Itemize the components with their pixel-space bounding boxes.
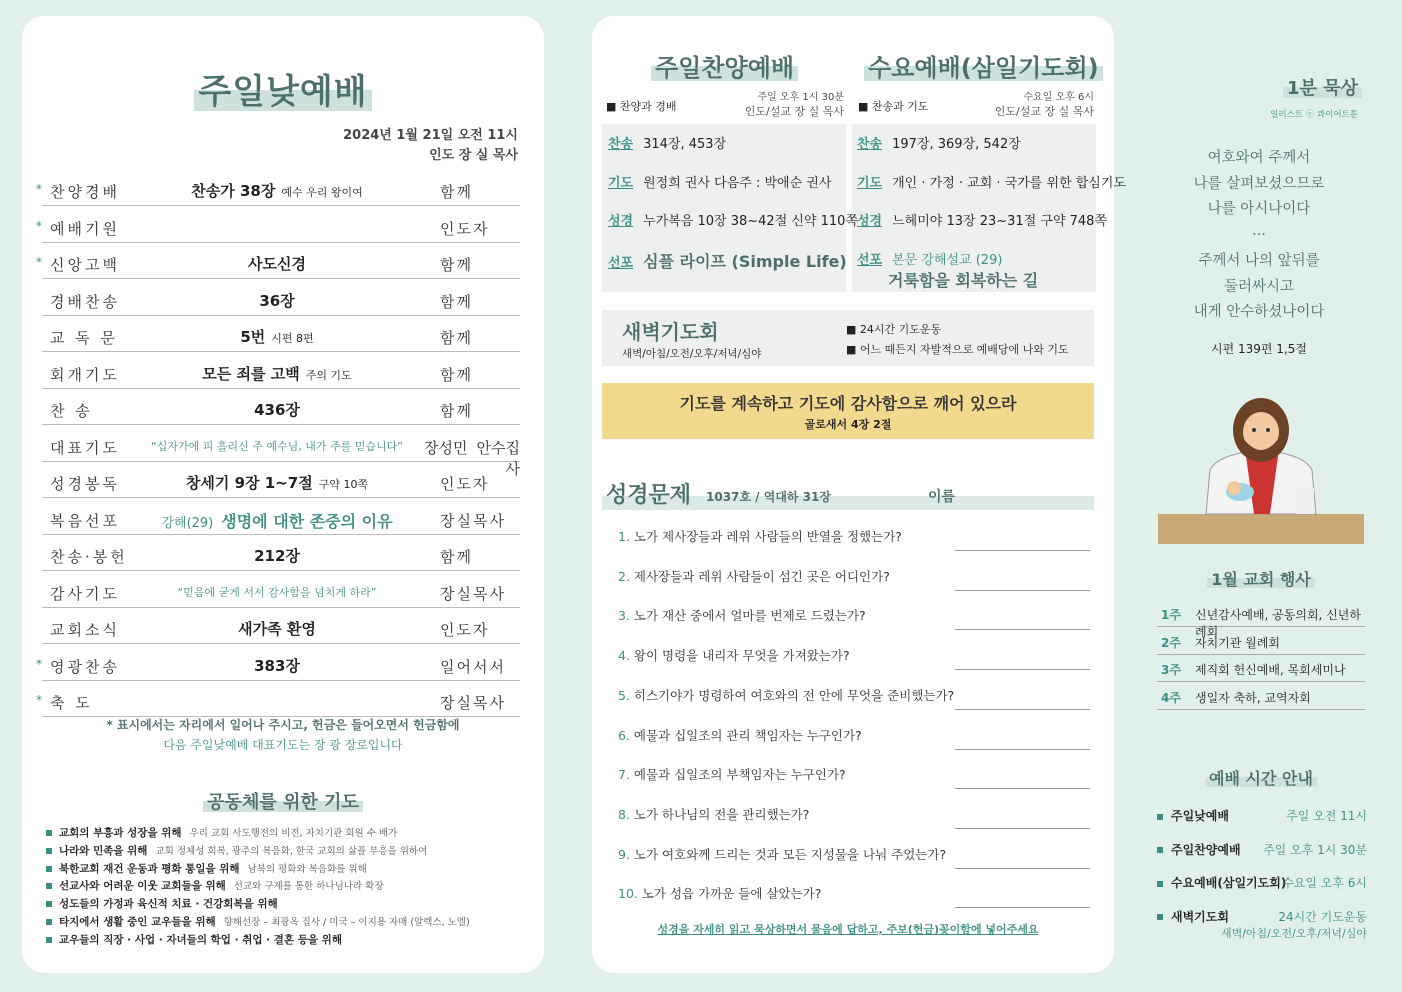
service-row [42,507,520,535]
dawn-bullet-2: ■ 어느 때든지 자발적으로 예배당에 나와 기도 [846,343,1069,356]
times-dawn-sub: 새벽/아침/오전/오후/저녁/심야 [1220,927,1367,940]
quiz-number: 3. [618,608,634,624]
service-item-main: 사도신경 [248,255,306,273]
quiz-question [618,567,1090,591]
service-item-who: 함께 [440,402,473,420]
service-item-who: 함께 [440,548,473,566]
time-name: 주일찬양예배 [1171,842,1241,857]
service-item-name: 찬양경배 [50,183,120,201]
service-row [36,251,520,279]
quiz-name-label: 이름 [928,489,956,505]
meditation-line: ... [1252,223,1266,240]
service-detail-text: 314장, 453장 [643,137,727,152]
service-item-who: 함께 [440,256,473,274]
wed-time: 수요일 오후 6시 [1023,92,1094,103]
meditation-line: 나를 아시나이다 [1207,201,1311,218]
service-row [42,288,520,316]
event-week: 2주 [1161,635,1181,650]
quiz-question [618,805,1090,829]
service-item-name: 복음선포 [50,511,120,530]
service-item-who: 함께 [440,183,473,201]
service-item-who: 인도자 [440,219,490,238]
service-detail-label: 선포 [608,255,634,271]
bullet-icon [46,919,52,925]
service-item-name: 교회소식 [50,621,120,639]
service-item-who: 함께 [440,365,473,384]
service-detail-label: 찬송 [857,137,883,152]
praise-lead: 인도/설교 장 실 목사 [744,105,844,118]
quiz-title: 성경문제 [606,483,692,508]
service-detail-label: 성경 [608,214,634,229]
quiz-number: 2. [618,568,634,584]
quiz-text: 노가 하나님의 전을 관리했는가? [633,806,810,822]
prayer-item [46,896,286,911]
answer-line [955,709,1090,710]
service-row [36,653,520,681]
required-star: * [36,255,42,269]
time-row [1157,908,1367,925]
service-detail-row [608,172,831,191]
wed-title: 수요예배(삼일기도회) [868,48,1099,83]
prayer-item-detail: 남북의 평화와 복음화를 위해 [247,863,367,875]
service-item-name: 예배기원 [50,219,120,238]
service-row [42,580,520,608]
service-item-main: 5번 [240,328,266,346]
service-item-who: 인도자 [440,621,490,639]
service-detail-row [857,133,1021,152]
bullet-icon [46,830,52,836]
event-week: 4주 [1161,690,1181,705]
prayer-item-title: 나라와 민족을 위해 [59,844,148,857]
service-item-content [142,472,412,493]
prayer-item-title: 타지에서 생활 중인 교우들을 위해 [59,916,216,928]
service-item-who: 인도자 [440,475,490,493]
service-detail-text: 심플 라이프 (Simple Life) [643,251,847,271]
prayer-item-detail: 우리 교회 사도행전의 비전, 자치기관 회원 수 배가 [189,828,398,839]
service-item-main: 212장 [254,547,300,565]
verse-ref: 골로새서 4장 2절 [804,418,892,431]
service-item-content [142,253,412,274]
bullet-icon [1157,847,1163,853]
answer-line [955,749,1090,750]
service-item-content [142,399,412,420]
event-row [1157,629,1365,655]
quiz-sub: 1037호 / 역대하 31장 [706,490,831,504]
service-item-note: “믿음에 굳게 서서 감사함을 넘치게 하라” [177,585,377,599]
service-item-content [142,180,412,201]
service-row [36,215,520,243]
quiz-number: 9. [618,846,634,862]
meditation-line: 내게 안수하셨나이다 [1193,304,1325,321]
praise-title: 주일찬양예배 [655,48,794,83]
sunday-title: 주일낮예배 [22,64,544,113]
meditation-line: 둘러싸시고 [1223,278,1295,295]
quiz-text: 노가 제사장들과 레위 사람들의 반열을 정했는가? [633,529,902,544]
quiz-text: 히스기야가 명령하여 여호와의 전 안에 무엇을 준비했는가? [633,687,955,703]
quiz-text: 노가 여호와께 드리는 것과 모든 지성물을 나눠 주었는가? [633,846,947,862]
service-item-name: 신앙고백 [50,256,120,274]
event-row [1157,684,1365,710]
prayer-item-detail: 교회 정체성 회복, 광주의 복음화, 한국 교회의 삶플 부흥을 위하여 [155,845,428,857]
time-value: 주일 오전 11시 [1286,809,1367,823]
time-name: 수요예배(삼일기도회) [1171,876,1287,890]
prayer-item [46,932,350,947]
service-row [42,361,520,389]
quiz-question [618,884,1090,908]
event-week: 3주 [1161,663,1181,677]
service-row [42,324,520,352]
jesus-illustration [1158,392,1364,544]
service-item-extra: 주의 기도 [305,368,352,382]
illustration-credit: 일러스트 ⓒ 콰이어트툰 [1270,110,1358,120]
service-item-content [142,290,412,311]
quiz-text: 노가 재산 중에서 얼마를 번제로 드렸는가? [633,608,866,624]
sunday-date: 2024년 1월 21일 오전 11시 [343,128,518,143]
service-item-name: 찬 송 [50,402,93,420]
event-row [1157,656,1365,682]
service-detail-text: 개인 · 가정 · 교회 · 국가를 위한 합심기도 [892,175,1126,191]
time-value: 주일 오후 1시 30분 [1263,842,1367,857]
prayer-item-title: 교회의 부흥과 성장을 위해 [59,827,182,839]
answer-line [955,907,1090,908]
service-item-main: 383장 [254,656,300,675]
service-item-name: 회개기도 [50,365,120,384]
standing-note: * 표시에서는 자리에서 일어나 주시고, 헌금은 들어오면서 헌금함에 [106,718,460,732]
service-item-name: 성경봉독 [50,475,120,493]
service-item-content [142,582,412,600]
service-detail-text: 본문 강해설교 (29) [892,252,1003,268]
event-text: 자치기관 월례회 [1195,635,1280,650]
service-detail-row [608,133,726,152]
answer-line [955,550,1090,551]
service-item-name: 대표기도 [50,438,120,457]
service-detail-label: 선포 [857,252,883,268]
service-item-name: 교 독 문 [50,329,119,347]
service-detail-label: 기도 [857,175,883,191]
service-item-who: 함께 [440,329,473,347]
answer-line [955,590,1090,591]
prayer-item [46,861,367,876]
quiz-question [618,765,1090,789]
prayer-item [46,825,397,840]
meditation-line: 여호와여 주께서 [1207,150,1311,166]
service-item-main: 모든 죄를 고백 [202,364,300,383]
bullet-icon [46,866,52,872]
service-item-who: 장실목사 [440,511,506,530]
quiz-text: 예물과 십일조의 부책임자는 누구인가? [633,767,846,783]
quiz-question [618,646,1090,670]
service-item-who: 장실목사 [440,694,506,712]
service-item-main: 새가족 환영 [238,620,316,638]
bullet-icon [46,901,52,907]
wed-tag: ■ 찬송과 기도 [858,100,929,113]
time-row [1157,807,1367,824]
quiz-question [618,527,1090,551]
prayer-item-detail: 향해선장 – 최광옥 집사 / 미국 – 이지용 자매 (알렉스, 노엘) [223,917,470,928]
praise-tag: ■ 찬양과 경배 [606,100,677,113]
prayer-item [46,843,427,858]
time-name: 새벽기도회 [1171,909,1229,924]
service-item-extra: 시편 8편 [271,332,314,345]
service-item-content [142,326,412,347]
event-row [1157,601,1365,639]
quiz-number: 8. [618,806,634,822]
required-star: * [36,693,42,707]
prayer-item-title: 교우들의 직장 · 사업 · 자녀들의 학업 · 취업 · 결혼 등을 위해 [59,933,342,946]
service-item-main: 찬송가 38장 [191,182,276,200]
quiz-text: 노가 성읍 가까운 들에 살았는가? [641,886,822,902]
answer-line [955,868,1090,869]
service-row [42,434,520,478]
meditation-line: 나를 살펴보셨으므로 [1193,175,1325,192]
prayer-item-title: 성도들의 가정과 육신적 치료 · 건강회복을 위해 [59,898,278,911]
service-row [36,689,520,717]
quiz-number: 10. [618,886,642,902]
time-row [1157,841,1367,858]
service-item-name: 경배찬송 [50,292,120,311]
service-detail-row [857,249,1002,268]
verse-text: 기도를 계속하고 기도에 감사함으로 깨어 있으라 [679,394,1017,413]
dawn-title: 새벽기도회 [622,320,719,344]
sermon-title: 생명에 대한 존중의 이유 [221,511,393,531]
required-star: * [36,218,42,233]
service-detail-label: 기도 [608,175,634,191]
events-title: 1월 교회 행사 [1157,567,1365,590]
service-detail-label: 찬송 [608,137,634,152]
service-item-content [142,436,412,454]
service-detail-row [608,249,847,272]
quiz-footer: 성경을 자세히 읽고 묵상하면서 물음에 답하고, 주보(헌금)꽂이함에 넣어주세요 [657,923,1039,936]
dawn-bullet-1: ■ 24시간 기도운동 [846,323,942,336]
wed-sermon: 거룩함을 회복하는 길 [888,271,1039,290]
service-item-main: 창세기 9장 1~7절 [185,474,313,492]
service-item-main: 436장 [254,401,300,419]
bullet-icon [46,937,52,943]
service-item-who: 일어서서 [440,657,506,676]
time-row [1157,874,1367,891]
service-row [42,616,520,644]
wed-lead: 인도/설교 장 실 목사 [994,105,1094,118]
service-item-main: 36장 [259,291,295,310]
quiz-question [618,606,1090,630]
service-item-content [142,655,412,676]
service-item-content [142,545,412,566]
prayer-item-detail: 선교와 구제를 통한 하나님나라 확장 [233,881,384,893]
prayer-title: 공동체를 위한 기도 [22,788,544,814]
event-text: 제직회 헌신예배, 목회세미나 [1195,663,1346,677]
answer-line [955,629,1090,630]
prayer-item-title: 선교사와 어려운 이웃 교회들을 위해 [59,880,226,893]
service-item-name: 감사기도 [50,584,120,603]
quiz-text: 왕이 명령을 내리자 무엇을 가져왔는가? [633,648,850,664]
service-detail-text: 누가복음 10장 38~42절 신약 110쪽 [643,214,859,229]
service-detail-row [608,210,858,229]
answer-line [955,669,1090,670]
service-detail-label: 성경 [857,214,883,229]
prayer-item-title: 북한교회 재건 운동과 평화 통일을 위해 [59,862,240,875]
service-item-extra: 예수 우리 왕이여 [281,186,363,199]
bullet-icon [46,848,52,854]
time-value: 수요일 오후 6시 [1282,876,1367,890]
next-prayer-note: 다음 주일낮예배 대표기도는 장 광 장로입니다 [163,738,403,752]
prayer-item [46,878,384,893]
meditation-line: 주께서 나의 앞뒤를 [1198,252,1320,269]
dawn-sub: 새벽/아침/오전/오후/저녁/심야 [622,348,762,360]
bullet-icon [1157,814,1163,820]
time-name: 주일낮예배 [1171,809,1229,823]
service-item-note: “십자가에 피 흘리신 주 예수님, 내가 주를 믿습니다” [151,439,403,453]
meditation-ref: 시편 139편 1,5절 [1211,342,1307,356]
quiz-question [618,845,1090,869]
quiz-question [618,726,1090,750]
service-row [36,178,520,206]
quiz-question [618,686,1090,710]
quiz-number: 4. [618,648,634,664]
event-week: 1주 [1161,608,1181,622]
bullet-icon [1157,914,1163,920]
praise-time: 주일 오후 1시 30분 [757,92,844,103]
service-item-name: 축 도 [50,694,93,712]
quiz-number: 7. [618,767,634,783]
quiz-text: 제사장들과 레위 사람들이 섬긴 곳은 어디인가? [633,568,890,584]
service-item-who: 장성민 안수집사 [424,438,520,478]
service-item-who: 함께 [440,292,473,311]
service-item-name: 영광찬송 [50,657,120,676]
service-row [42,470,520,498]
service-detail-text: 느헤미야 13장 23~31절 구약 748쪽 [892,214,1108,229]
quiz-number: 1. [618,529,634,544]
meditation-title: 1분 묵상 [1150,74,1358,100]
quiz-number: 6. [618,727,634,743]
sunday-leader: 인도 장 실 목사 [429,148,518,163]
service-item-name: 찬송·봉헌 [50,548,128,566]
quiz-text: 예물과 십일조의 관리 책임자는 누구인가? [633,727,862,743]
service-item-content [142,509,412,532]
time-value: 24시간 기도운동 [1278,909,1367,924]
service-item-extra: 구약 10쪽 [318,478,369,491]
answer-line [955,828,1090,829]
quiz-number: 5. [618,687,634,703]
service-detail-row [857,210,1107,229]
sermon-series: 강해(29) [161,515,214,531]
bullet-icon [1157,881,1163,887]
required-star: * [36,656,42,671]
service-detail-row [857,172,1126,191]
bullet-icon [46,883,52,889]
event-text: 생일자 축하, 교역자회 [1195,690,1311,705]
service-detail-text: 원정희 권사 다음주 : 박애순 권사 [643,175,832,191]
service-item-who: 장실목사 [440,584,506,603]
required-star: * [36,182,42,196]
times-title: 예배 시간 안내 [1157,766,1365,789]
service-row [42,397,520,425]
service-item-content [142,363,412,384]
service-item-content [142,618,412,639]
event-text: 신년감사예배, 공동의회, 신년하례회 [1195,608,1361,639]
answer-line [955,788,1090,789]
service-row [42,543,520,571]
service-detail-text: 197장, 369장, 542장 [892,137,1021,152]
prayer-item [46,914,470,929]
